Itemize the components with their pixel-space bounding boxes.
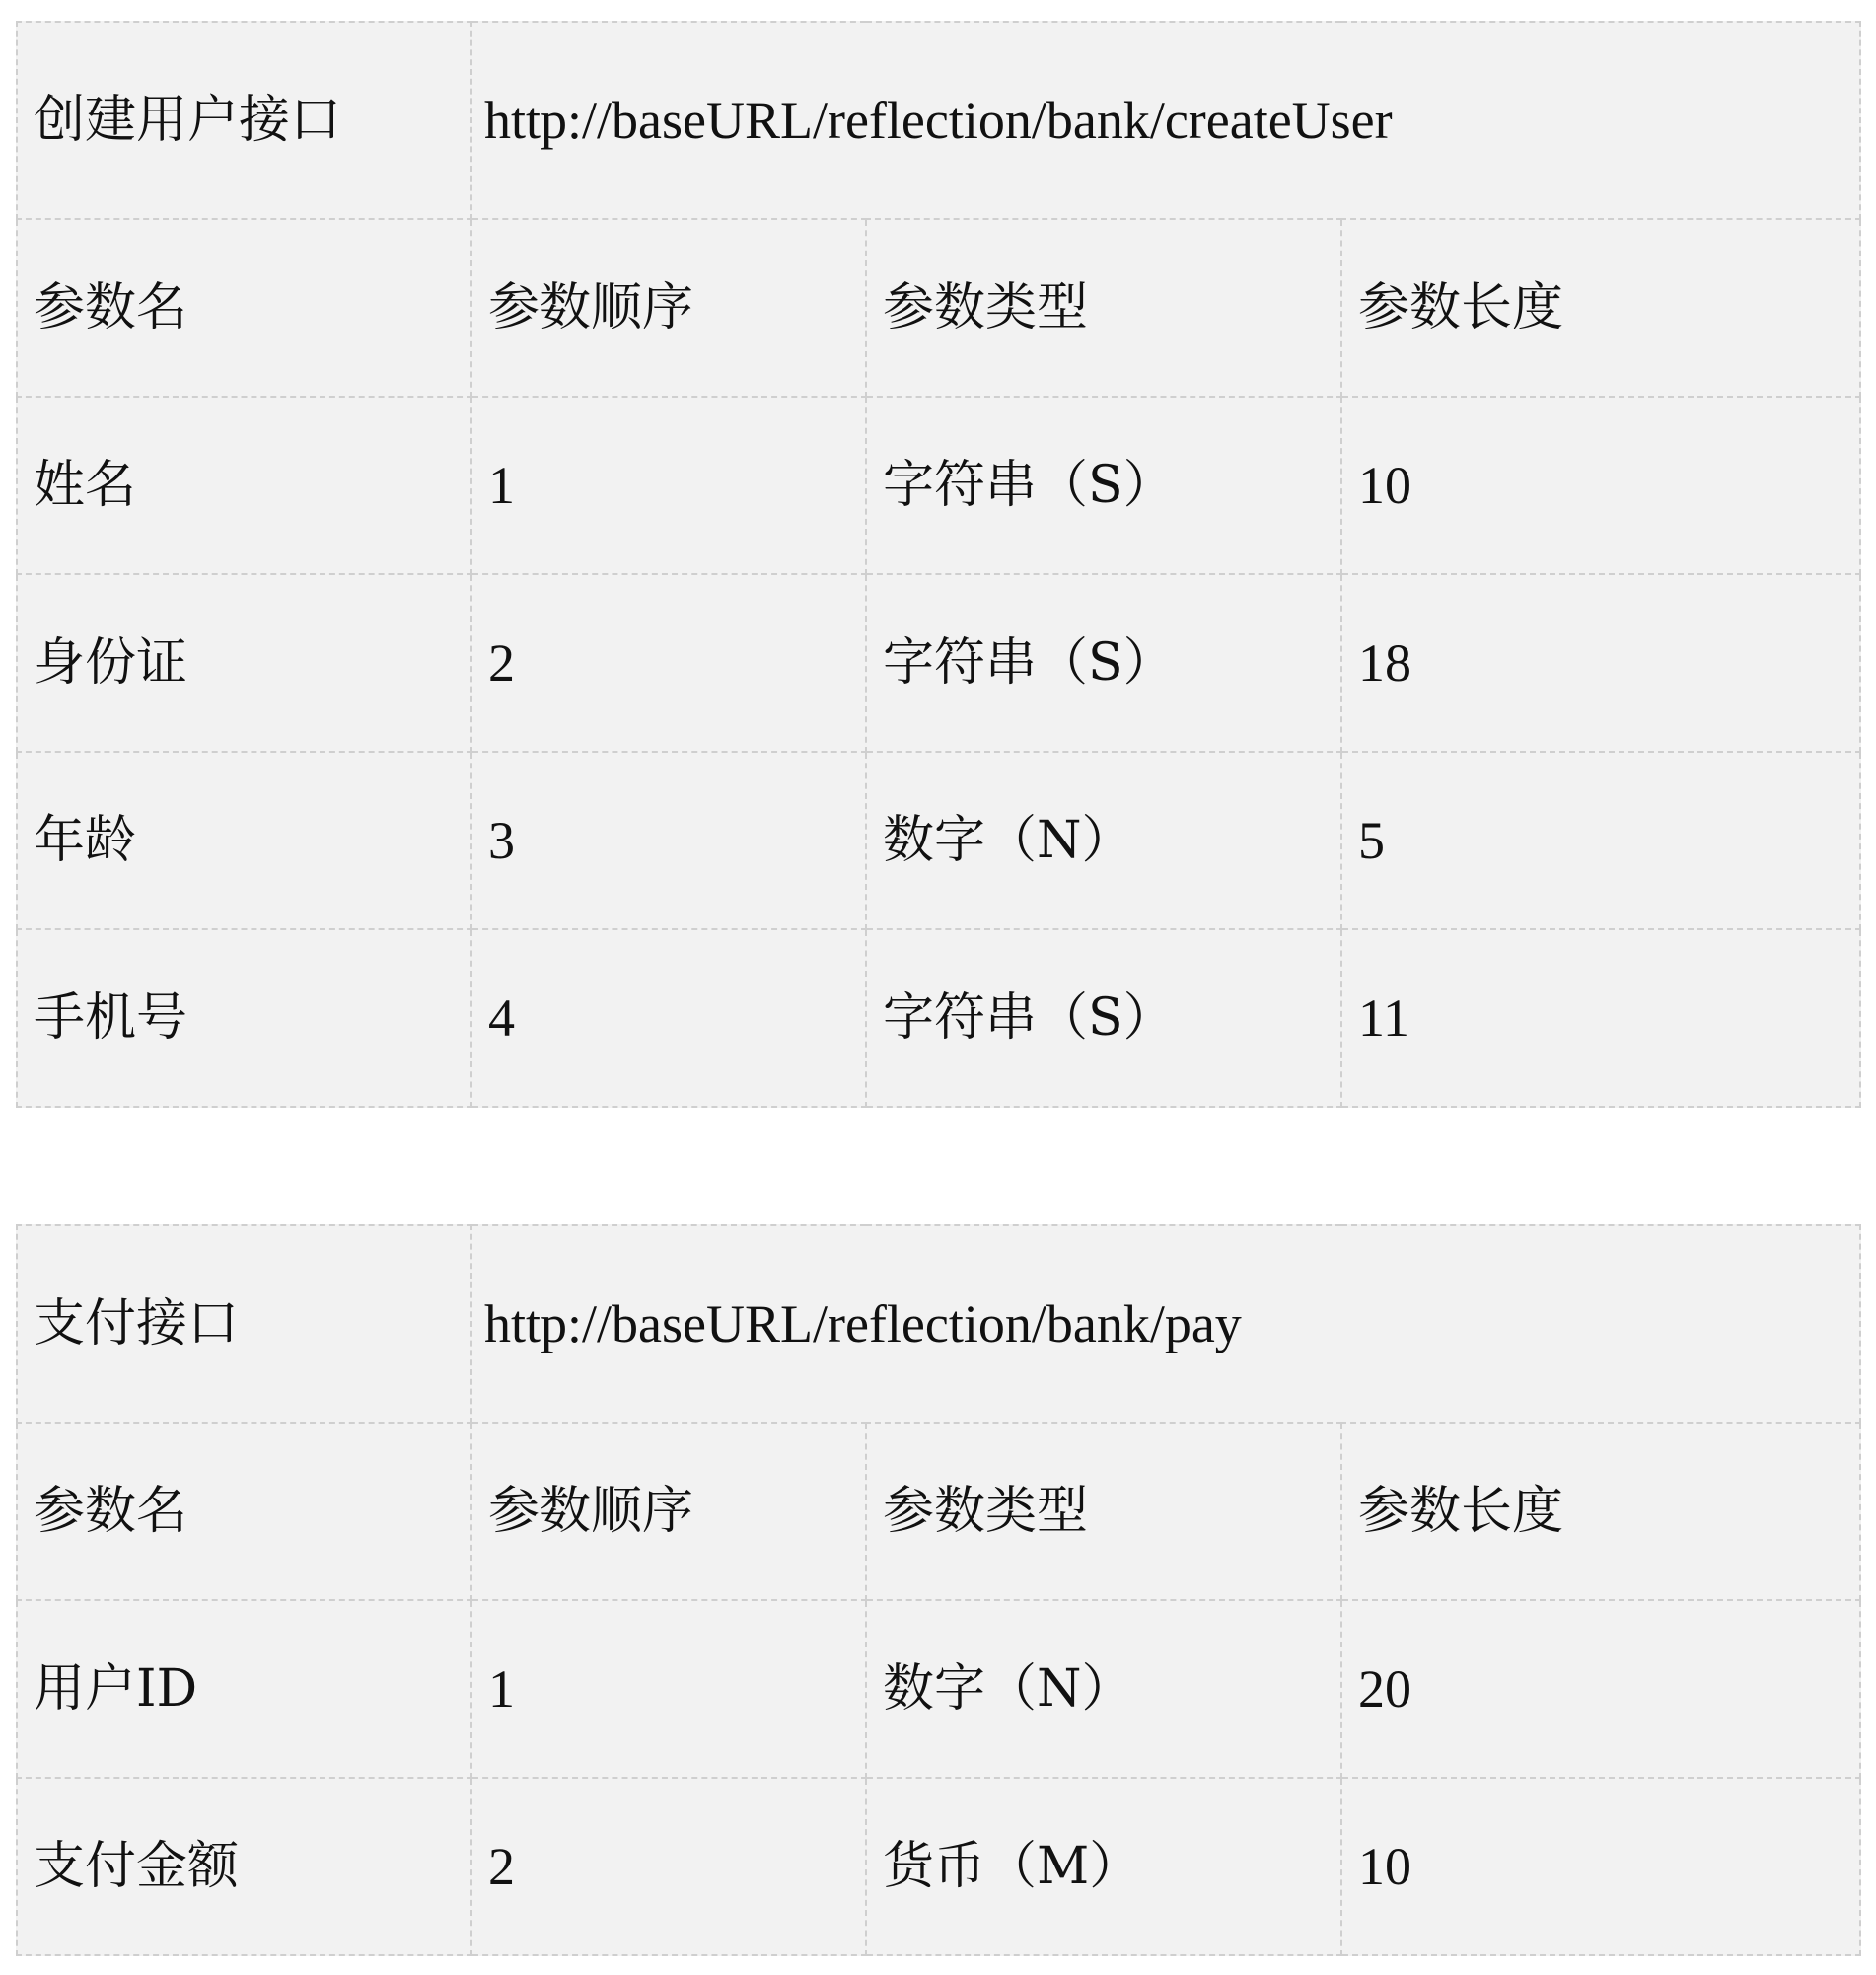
param-name-cell: 支付金额 <box>17 1778 471 1955</box>
table-row <box>17 929 1860 1107</box>
param-name-cell: 用户ID <box>17 1600 471 1778</box>
param-type-cell: 数字（N） <box>866 1600 1341 1778</box>
param-length-cell: 10 <box>1341 1778 1860 1955</box>
param-order-cell: 2 <box>471 1778 866 1955</box>
header-row <box>17 219 1860 397</box>
header-row <box>17 1423 1860 1600</box>
create-user-api-table <box>16 21 1861 1108</box>
param-order-cell: 2 <box>471 574 866 752</box>
param-length-cell: 18 <box>1341 574 1860 752</box>
header-param-name: 参数名 <box>17 219 471 397</box>
header-param-length: 参数长度 <box>1341 219 1860 397</box>
header-param-type: 参数类型 <box>866 219 1341 397</box>
header-param-order: 参数顺序 <box>471 219 866 397</box>
header-param-order: 参数顺序 <box>471 1423 866 1600</box>
endpoint-row <box>17 22 1860 219</box>
api-label: 创建用户接口 <box>17 22 471 219</box>
param-name-cell: 年龄 <box>17 752 471 929</box>
table-row <box>17 574 1860 752</box>
table-row <box>17 752 1860 929</box>
table-row <box>17 397 1860 574</box>
param-name-cell: 身份证 <box>17 574 471 752</box>
param-length-cell: 11 <box>1341 929 1860 1107</box>
param-type-cell: 数字（N） <box>866 752 1341 929</box>
param-length-cell: 20 <box>1341 1600 1860 1778</box>
param-length-cell: 10 <box>1341 397 1860 574</box>
api-url: http://baseURL/reflection/bank/pay <box>471 1225 1860 1423</box>
api-label: 支付接口 <box>17 1225 471 1423</box>
header-param-type: 参数类型 <box>866 1423 1341 1600</box>
param-type-cell: 字符串（S） <box>866 574 1341 752</box>
param-type-cell: 货币（M） <box>866 1778 1341 1955</box>
api-url: http://baseURL/reflection/bank/createUser <box>471 22 1860 219</box>
param-name-cell: 姓名 <box>17 397 471 574</box>
param-order-cell: 4 <box>471 929 866 1107</box>
param-type-cell: 字符串（S） <box>866 397 1341 574</box>
header-param-length: 参数长度 <box>1341 1423 1860 1600</box>
table-row <box>17 1778 1860 1955</box>
param-order-cell: 1 <box>471 397 866 574</box>
table-row <box>17 1600 1860 1778</box>
param-length-cell: 5 <box>1341 752 1860 929</box>
endpoint-row <box>17 1225 1860 1423</box>
pay-api-table <box>16 1224 1861 1956</box>
param-type-cell: 字符串（S） <box>866 929 1341 1107</box>
header-param-name: 参数名 <box>17 1423 471 1600</box>
param-name-cell: 手机号 <box>17 929 471 1107</box>
param-order-cell: 3 <box>471 752 866 929</box>
param-order-cell: 1 <box>471 1600 866 1778</box>
